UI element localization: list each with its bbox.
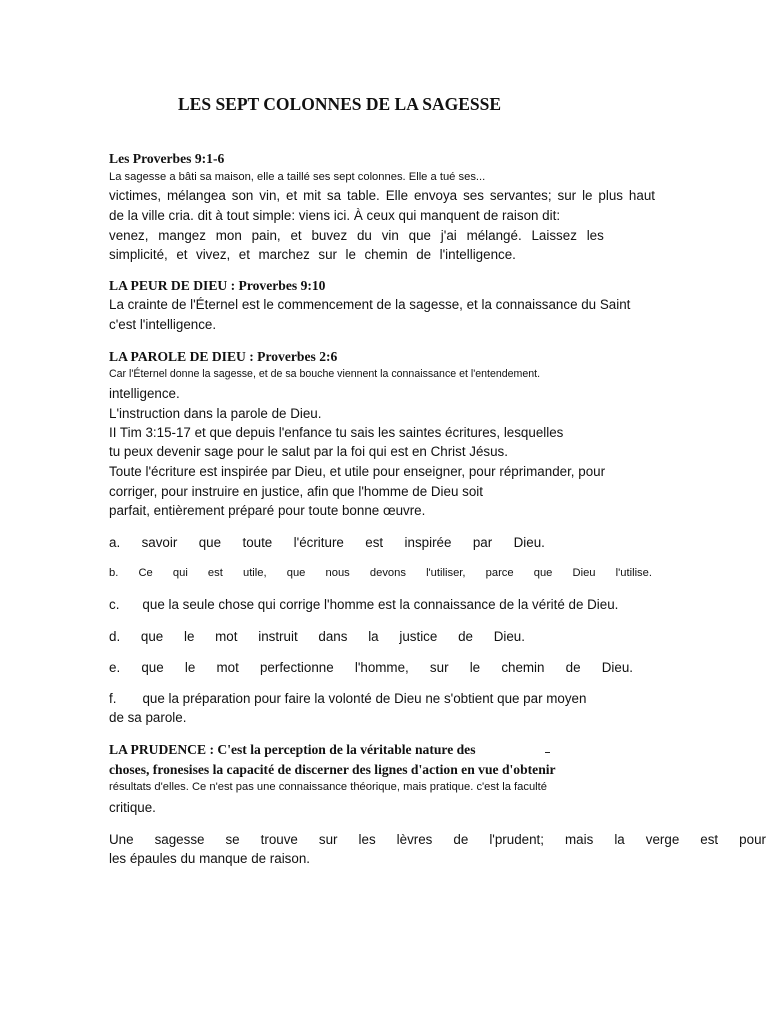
list-item-b — [109, 564, 652, 583]
word: envoya — [413, 188, 458, 203]
prudence-heading-1: LA PRUDENCE : C'est la perception de la véritable nature des — [109, 742, 476, 757]
prudence-line-1: résultats d'elles. Ce n'est pas une connaissance théorique, mais pratique. c'est la faculté — [109, 781, 547, 793]
word: parce — [485, 567, 514, 579]
word: sur — [318, 247, 337, 262]
word: mangez — [158, 228, 206, 243]
word: de — [458, 629, 473, 644]
prudence-line-2: critique. — [109, 800, 156, 815]
word: perfectionne — [259, 660, 334, 675]
word: instruit — [258, 629, 298, 644]
word: trouve — [260, 832, 298, 847]
parole-line-4: tu peux devenir sage pour le salut par la foi qui est en Christ Jésus. — [109, 444, 508, 459]
parole-line-7: parfait, entièrement préparé pour toute bonne œuvre. — [109, 503, 426, 518]
word: et — [176, 247, 188, 262]
word: de — [416, 247, 432, 262]
word: l'intelligence. — [439, 247, 516, 262]
word: que — [286, 567, 306, 579]
word: par — [472, 535, 493, 550]
word: servantes; — [489, 188, 552, 203]
word: Dieu. — [493, 629, 525, 644]
word: ses — [463, 188, 484, 203]
word: le — [345, 247, 356, 262]
parole-line-1: intelligence. — [109, 386, 180, 401]
word: est — [207, 567, 223, 579]
word: nous — [325, 567, 350, 579]
word: la — [368, 629, 379, 644]
word: et — [290, 228, 302, 243]
word: l'utilise. — [615, 567, 652, 579]
word: utile, — [242, 567, 267, 579]
prudence-heading-2: choses, fronesises la capacité de discerner des lignes d'action en vue d'obtenir — [109, 762, 556, 777]
stray-mark — [545, 752, 550, 753]
parole-line-2: L'instruction dans la parole de Dieu. — [109, 406, 322, 421]
word: marchez — [258, 247, 310, 262]
word: de — [565, 660, 581, 675]
word: le — [469, 660, 481, 675]
prudence-line-4: les épaules du manque de raison. — [109, 851, 310, 866]
word: pain, — [251, 228, 281, 243]
word: pour — [739, 832, 766, 847]
word: mot — [215, 629, 238, 644]
word: sur — [318, 832, 338, 847]
word: du — [356, 228, 372, 243]
list-item-f-continued: de sa parole. — [109, 710, 187, 725]
list-item-f-label: f. — [109, 691, 117, 706]
word: table. — [347, 188, 380, 203]
list-item-c-label: c. — [109, 597, 120, 612]
word: lèvres — [396, 832, 433, 847]
word: le — [184, 660, 196, 675]
word: vivez, — [196, 247, 231, 262]
word: inspirée — [404, 535, 452, 550]
word: le — [183, 629, 195, 644]
word: justice — [399, 629, 438, 644]
proverbes-heading: Les Proverbes 9:1-6 — [109, 151, 225, 166]
word: vin, — [259, 188, 281, 203]
word: et — [238, 247, 250, 262]
word: et — [286, 188, 298, 203]
word: le — [582, 188, 593, 203]
word: toute — [242, 535, 273, 550]
peur-heading: LA PEUR DE DIEU : Proverbes 9:10 — [109, 278, 326, 293]
word: sur — [429, 660, 449, 675]
word: l'homme, — [354, 660, 409, 675]
parole-line-3: II Tim 3:15-17 et que depuis l'enfance tu sais les saintes écritures, lesquelles — [109, 425, 564, 440]
word: chemin — [501, 660, 545, 675]
word: e. — [109, 660, 121, 675]
proverbes-line-4 — [109, 245, 516, 264]
word: d. — [109, 629, 121, 644]
word: Laissez — [531, 228, 577, 243]
word: simplicité, — [109, 247, 168, 262]
word: que — [198, 535, 222, 550]
parole-heading: LA PAROLE DE DIEU : Proverbes 2:6 — [109, 349, 338, 364]
word: Elle — [385, 188, 409, 203]
word: j'ai — [440, 228, 457, 243]
list-item-c — [109, 595, 618, 614]
list-item-e — [109, 658, 633, 677]
word: mot — [216, 660, 239, 675]
word: verge — [645, 832, 680, 847]
list-item-d — [109, 627, 525, 646]
word: Dieu — [572, 567, 596, 579]
parole-line-6: corriger, pour instruire en justice, afin que l'homme de Dieu soit — [109, 484, 483, 499]
word: sur — [557, 188, 577, 203]
word: vin — [381, 228, 399, 243]
list-item-f-text: que la préparation pour faire la volonté de Dieu ne s'obtient que par moyen — [142, 691, 587, 706]
word: haut — [628, 188, 655, 203]
word: buvez — [311, 228, 348, 243]
word: l'prudent; — [489, 832, 544, 847]
parole-small-line: Car l'Éternel donne la sagesse, et de sa bouche viennent la connaissance et l'entendement. — [109, 368, 541, 380]
proverbes-line-3 — [109, 226, 604, 245]
word: mon — [215, 228, 242, 243]
word: que — [141, 660, 164, 675]
word: sagesse — [154, 832, 205, 847]
proverbes-intro: La sagesse a bâti sa maison, elle a taillé ses sept colonnes. Elle a tué ses... — [109, 171, 486, 183]
word: victimes, — [109, 188, 162, 203]
word: mélangea — [167, 188, 226, 203]
list-item-f — [109, 689, 586, 708]
word: se — [225, 832, 240, 847]
word: est — [700, 832, 719, 847]
word: Dieu. — [601, 660, 633, 675]
list-item-a — [109, 533, 545, 552]
page-title: LES SEPT COLONNES DE LA SAGESSE — [178, 94, 502, 114]
word: de — [453, 832, 469, 847]
word: mélangé. — [466, 228, 522, 243]
word: que — [408, 228, 431, 243]
proverbes-line-2: de la ville cria. dit à tout simple: viens ici. À ceux qui manquent de raison dit: — [109, 208, 561, 223]
word: b. — [109, 567, 119, 579]
word: son — [231, 188, 254, 203]
word: sa — [326, 188, 342, 203]
word: dans — [318, 629, 348, 644]
word: plus — [598, 188, 623, 203]
word: Dieu. — [513, 535, 545, 550]
word: l'écriture — [293, 535, 344, 550]
list-item-c-text: que la seule chose qui corrige l'homme est la connaissance de la vérité de Dieu. — [142, 597, 619, 612]
word: savoir — [141, 535, 178, 550]
word: est — [365, 535, 384, 550]
word: les — [358, 832, 376, 847]
word: a. — [109, 535, 121, 550]
word: que — [533, 567, 553, 579]
word: Ce — [138, 567, 153, 579]
word: la — [614, 832, 625, 847]
peur-line-1: La crainte de l'Éternel est le commencement de la sagesse, et la connaissance du Saint — [109, 297, 631, 312]
word: chemin — [364, 247, 408, 262]
word: Une — [109, 832, 134, 847]
word: mais — [565, 832, 594, 847]
word: venez, — [109, 228, 149, 243]
prudence-line-3 — [109, 830, 766, 849]
proverbes-line-1 — [109, 186, 655, 205]
word: l'utiliser, — [426, 567, 466, 579]
word: qui — [172, 567, 188, 579]
word: que — [140, 629, 164, 644]
word: devons — [369, 567, 406, 579]
word: les — [586, 228, 604, 243]
parole-line-5: Toute l'écriture est inspirée par Dieu, et utile pour enseigner, pour réprimander, pour — [109, 464, 606, 479]
peur-line-2: c'est l'intelligence. — [109, 317, 217, 332]
word: mit — [303, 188, 321, 203]
